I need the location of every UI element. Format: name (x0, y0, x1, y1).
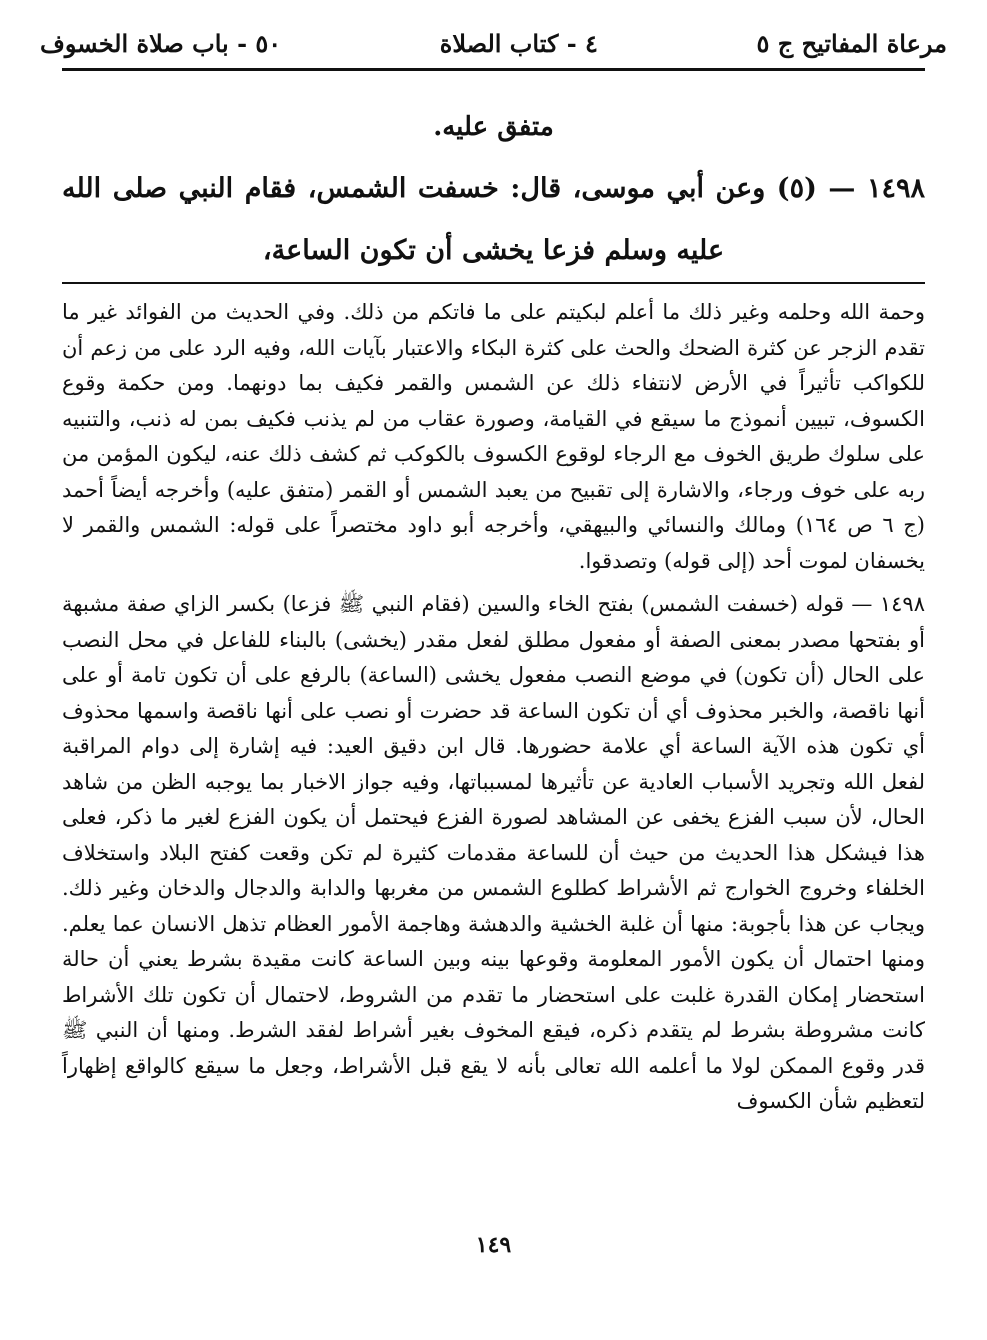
agreed-upon-line: متفق عليه. (433, 112, 554, 142)
commentary-paragraph-2: ١٤٩٨ — قوله (خسفت الشمس) بفتح الخاء والسين (فقام النبي ﷺ فزعا) بكسر الزاي صفة مشبهة أو بفتحها مصدر بمعنى الصفة أو مفعول مطلق لفعل مقدر (يخشى) بالبناء للفاعل في محل النصب على الحال (أن تكون) في موضع النصب مفعول يخشى (الساعة) بالرفع على أن تكون تامة أو على أنها ناقصة، والخبر محذوف أي أن تكون الساعة قد حضرت أو نصب على أنها ناقصة واسمها محذوف أي تكون هذه الآية الساعة أي علامة حضورها. قال ابن دقيق العيد: فيه إشارة إلى دوام المراقبة لفعل الله وتجريد الأسباب العادية عن تأثيرها لمسبباتها، وفيه جواز الاخبار بما يوجبه الظن من شاهد الحال، لأن سبب الفزع يخفى عن المشاهد لصورة الفزع فيحتمل أن يكون الفزع لغير ما ذكر، فعلى هذا فيشكل هذا الحديث من حيث أن للساعة مقدمات كثيرة لم تكن وقعت كفتح البلاد واستخلاف الخلفاء وخروج الخوارج ثم الأشراط كطلوع الشمس من مغربها والدابة والدجال والدخان وغير ذلك. ويجاب عن هذا بأجوبة: منها أن غلبة الخشية والدهشة وهاجمة الأمور العظام تذهل الانسان عما يعلم. ومنها احتمال أن يكون الأمور المعلومة وقوعها بينه وبين الساعة كانت مقيدة بشرط يعني أن حالة استحضار إمكان القدرة غلبت على استحضار ما تقدم من الشروط، لاحتمال أن تكون تلك الأشراط كانت مشروطة بشرط لم يتقدم ذكره، فيقع المخوف بغير أشراط لفقد الشرط. ومنها أن النبي ﷺ قدر وقوع الممكن لولا ما أعلمه الله تعالى بأنه لا يقع قبل الأشراط، وجعل ما سيقع كالواقع إظهاراً لتعظيم شأن الكسوف (62, 592, 925, 1113)
header-section: ٤ - كتاب الصلاة (439, 28, 598, 58)
header-book-title: مرعاة المفاتيح ج ٥ (756, 28, 947, 58)
commentary-paragraph-1: وحمة الله وحلمه وغير ذلك ما أعلم لبكيتم على ما فاتكم من ذلك. وفي الحديث من الفوائد غير ما تقدم الزجر عن كثرة الضحك والحث على كثرة البكاء والاعتبار بآيات الله، وفيه الرد على من زعم أن للكواكب تأثيراً في الأرض لانتفاء ذلك عن الشمس والقمر فكيف بما دونهما. ومن حكمة وقوع الكسوف، تبيين أنموذج ما سيقع في القيامة، وصورة عقاب من لم يذنب فكيف بمن له ذنب، والتنبيه على سلوك طريق الخوف مع الرجاء لوقوع الكسوف بالكوكب ثم كشف ذلك عنه، ليكون المؤمن من ربه على خوف ورجاء، والاشارة إلى تقبيح من يعبد الشمس أو القمر (متفق عليه) وأخرجه أيضاً أحمد (ج ٦ ص ١٦٤) ومالك والنسائي والبيهقي، وأخرجه أبو داود مختصراً على قوله: الشمس والقمر لا يخسفان لموت أحد (إلى قوله) وتصدقوا. (62, 300, 925, 573)
commentary (62, 295, 925, 1120)
hadith-text: ١٤٩٨ — (٥) وعن أبي موسى، قال: خسفت الشمس، فقام النبي صلى الله عليه وسلم فزعا يخشى أن تكون الساعة، (62, 173, 925, 266)
page-number: ١٤٩ (475, 1232, 512, 1258)
commentary-separator (62, 282, 925, 284)
header-rule (62, 68, 925, 71)
header-chapter: ٥٠ - باب صلاة الخسوف (40, 28, 282, 58)
running-header (40, 20, 947, 66)
